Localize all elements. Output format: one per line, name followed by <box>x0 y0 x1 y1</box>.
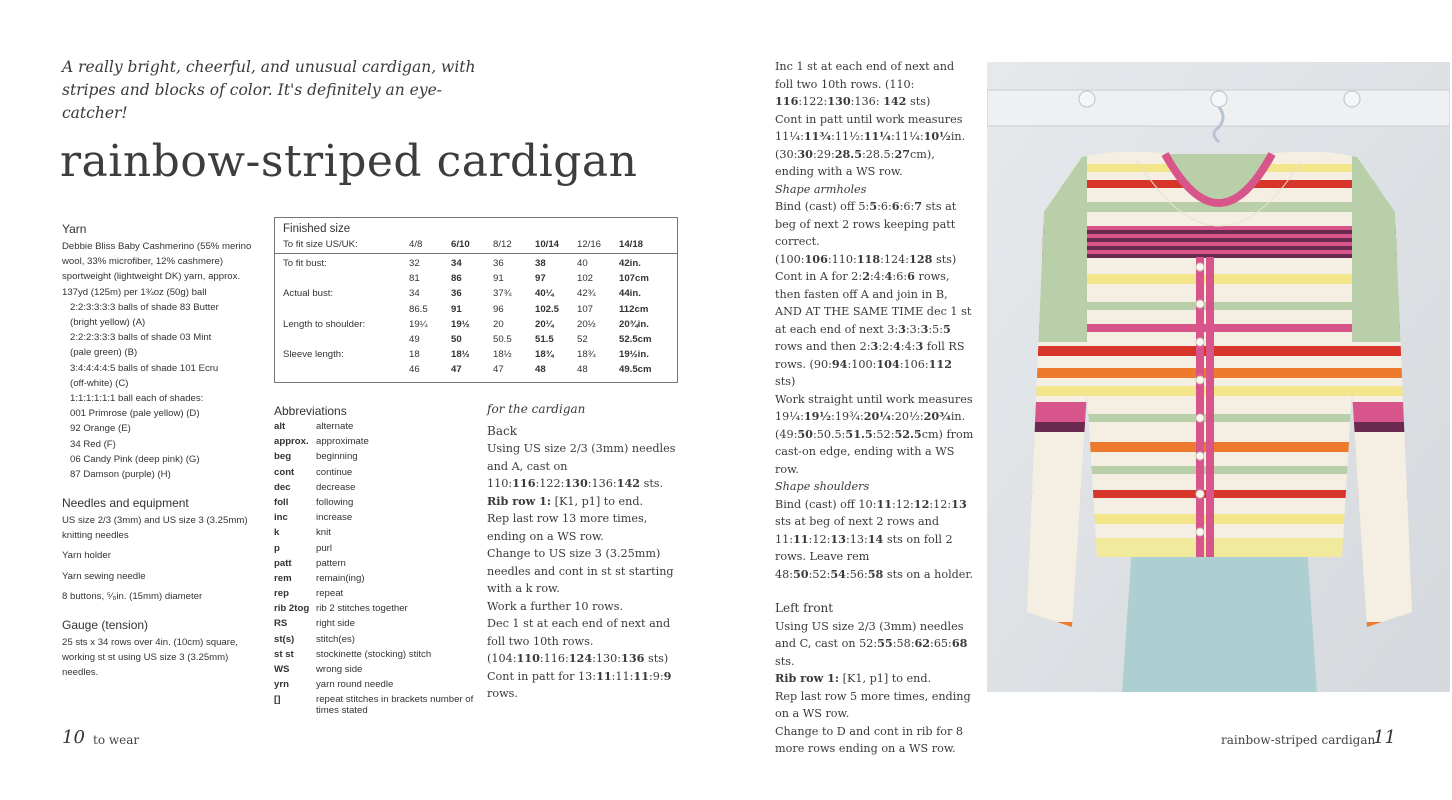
yarn-line: (pale green) (B) <box>70 347 138 359</box>
size-cell: 18¾ <box>577 349 596 361</box>
abbreviation-key: foll <box>274 496 289 508</box>
gauge-line: needles. <box>62 667 99 679</box>
yarn-line: 34 Red (F) <box>70 438 116 450</box>
abbreviation-key: cont <box>274 466 295 478</box>
size-cell: 49.5cm <box>619 364 652 376</box>
abbreviation-meaning: continue <box>316 466 353 478</box>
size-cell: 40 <box>577 258 588 269</box>
abbreviation-key: alt <box>274 421 286 432</box>
size-cell: 20½ <box>577 318 596 330</box>
size-cell: 38 <box>535 258 546 269</box>
size-cell: 42¾ <box>577 288 596 300</box>
pattern-heading: Back <box>487 423 517 438</box>
abbreviation-row <box>274 618 474 633</box>
size-cell: 44in. <box>619 288 641 300</box>
abbreviation-row <box>274 679 474 694</box>
size-cell: 20¼ <box>535 318 554 330</box>
size-cell: 102 <box>577 273 594 285</box>
pattern-paragraph: Change to US size 3 (3.25mm) needles and cont in st st starting with a k row. <box>487 547 674 595</box>
yarn-section <box>62 222 262 482</box>
abbreviation-key: patt <box>274 557 292 569</box>
abbreviation-row <box>274 603 474 618</box>
size-cell: 96 <box>493 303 504 315</box>
pattern-column-1 <box>487 401 687 703</box>
size-cell: 52 <box>577 334 588 345</box>
size-header: 8/12 <box>493 239 512 250</box>
abbreviation-meaning: remain(ing) <box>316 572 365 584</box>
yarn-line: 001 Primrose (pale yellow) (D) <box>70 408 200 420</box>
pattern-col2-body <box>775 58 975 758</box>
pattern-paragraph: Using US size 2/3 (3mm) needles and C, cast on 52:55:58:62:65:68 sts. <box>775 619 968 668</box>
abbreviation-key: rep <box>274 588 289 600</box>
abbreviation-meaning: repeat <box>316 588 344 600</box>
abbreviation-row <box>274 634 474 649</box>
needles-line: 8 buttons, ⁵⁄₈in. (15mm) diameter <box>62 590 203 602</box>
abbreviation-row <box>274 467 474 482</box>
size-cell: 47 <box>451 364 462 376</box>
abbreviation-row <box>274 664 474 679</box>
size-cell: 18½ <box>493 349 512 361</box>
pattern-paragraph: Rib row 1: [K1, p1] to end. <box>487 493 644 508</box>
abbreviation-meaning: right side <box>316 618 355 630</box>
size-cell: 18¾ <box>535 349 554 361</box>
right-page-number: 11 <box>1373 727 1396 748</box>
size-cell: 81 <box>409 273 420 285</box>
abbreviation-key: yrn <box>274 679 289 691</box>
abbreviation-meaning: yarn round needle <box>316 679 394 691</box>
size-cell: 34 <box>451 258 462 269</box>
pattern-paragraph: Bind (cast) off 10:11:12:12:12:13 sts at beg of next 2 rows and 11:11:12:13:13:14 sts on foll 2 rows. Leave rem 48:50:52:54:56:58 sts on a holder. <box>775 496 974 581</box>
pattern-paragraph: Cont in A for 2:2:4:4:6:6 rows, then fasten off A and join in B, AND AT THE SAME TIME dec 1 st at each end of next 3:3:3:3:5:5 rows and then 2:3:2:4:4:3 foll RS rows. (90:94:100:104:106:112 sts) <box>775 269 972 388</box>
abbreviation-row <box>274 421 474 436</box>
size-cell: 112cm <box>619 303 649 315</box>
abbreviations-section <box>274 404 474 725</box>
gauge-heading: Gauge (tension) <box>62 618 149 632</box>
abbreviation-meaning: rib 2 stitches together <box>316 603 408 615</box>
table-divider <box>275 253 677 254</box>
gauge-line: 25 sts x 34 rows over 4in. (10cm) square, <box>62 637 238 648</box>
pattern-paragraph: Using US size 2/3 (3mm) needles and A, cast on 110:116:122:130:136:142 sts. <box>487 442 676 490</box>
needles-line: Yarn holder <box>62 550 111 562</box>
size-cell: 50 <box>451 334 462 345</box>
abbreviation-meaning: stockinette (stocking) stitch <box>316 648 432 660</box>
size-cell: 19½in. <box>619 349 649 361</box>
size-cell: 40¼ <box>535 288 554 300</box>
size-cell: 50.5 <box>493 334 512 345</box>
size-row-label: To fit bust: <box>283 258 327 269</box>
size-cell: 86.5 <box>409 303 428 315</box>
intro-text: A really bright, cheerful, and unusual cardigan, with stripes and blocks of color. It's definitely an eye-catcher! <box>62 58 476 122</box>
size-row-label: Length to shoulder: <box>283 318 366 330</box>
abbreviation-key: inc <box>274 512 288 524</box>
abbreviation-meaning: beginning <box>316 451 358 463</box>
size-header: 4/8 <box>409 239 423 250</box>
abbreviation-row <box>274 436 474 451</box>
abbreviation-meaning: alternate <box>316 421 354 432</box>
yarn-line: (bright yellow) (A) <box>70 317 146 329</box>
abbreviation-row <box>274 497 474 512</box>
abbreviation-row <box>274 558 474 573</box>
yarn-line: 2:2:2:3:3:3 balls of shade 03 Mint <box>70 332 212 344</box>
size-cell: 32 <box>409 258 420 269</box>
abbreviation-row <box>274 512 474 527</box>
needles-section <box>62 496 262 604</box>
size-header: 12/16 <box>577 239 602 250</box>
page-title: rainbow-striped cardigan <box>60 136 638 187</box>
pattern-col1-body <box>487 423 687 703</box>
abbreviation-key: rib 2tog <box>274 603 310 615</box>
abbreviation-key: st(s) <box>274 633 295 645</box>
size-cell: 48 <box>535 364 546 376</box>
size-cell: 42in. <box>619 258 641 269</box>
size-cell: 86 <box>451 273 462 285</box>
pattern-paragraph: Change to D and cont in rib for 8 more rows ending on a WS row. <box>775 724 964 755</box>
size-cell: 107 <box>577 303 594 315</box>
abbreviations-heading: Abbreviations <box>274 404 347 418</box>
abbreviation-meaning: knit <box>316 527 331 539</box>
pattern-paragraph: Cont in patt for 13:11:11:11:9:9 rows. <box>487 668 672 700</box>
pattern-column-2 <box>775 58 975 758</box>
abbreviation-key: [] <box>274 694 281 706</box>
size-cell: 34 <box>409 288 420 300</box>
abbreviation-key: WS <box>274 664 290 675</box>
abbreviation-key: st st <box>274 648 294 660</box>
yarn-lines <box>62 239 262 482</box>
abbreviation-meaning: pattern <box>316 557 346 569</box>
gauge-lines <box>62 635 262 681</box>
size-cell: 20¾in. <box>619 318 649 330</box>
abbreviation-row <box>274 543 474 558</box>
abbreviation-key: approx. <box>274 436 309 448</box>
yarn-line: 92 Orange (E) <box>70 423 131 435</box>
yarn-line: wool, 33% microfiber, 12% cashmere) <box>62 256 224 268</box>
pattern-paragraph: Bind (cast) off 5:5:6:6:6:7 sts at beg of next 2 rows keeping patt correct. (100:106:110:118:124:128 sts) <box>775 199 957 266</box>
size-cell: 19¼ <box>409 318 428 330</box>
abbreviation-meaning: wrong side <box>316 664 363 675</box>
abbreviation-meaning: approximate <box>316 436 369 448</box>
pattern-gap <box>775 583 975 600</box>
pattern-subsection: Shape armholes <box>775 182 867 196</box>
right-footer-text: rainbow-striped cardigan <box>1221 733 1376 747</box>
size-cell: 36 <box>493 258 504 269</box>
abbreviation-meaning: stitch(es) <box>316 633 355 645</box>
needles-lines <box>62 513 262 604</box>
left-footer-text: to wear <box>93 733 140 747</box>
size-cell: 52.5cm <box>619 334 652 345</box>
abbreviation-meaning: following <box>316 496 354 508</box>
yarn-line: 3:4:4:4:4:5 balls of shade 101 Ecru <box>70 362 219 374</box>
pattern-paragraph: Cont in patt until work measures 11¼:11¾:11½:11¼:11¼:10½in. (30:30:29:28.5:28.5:27cm), ending with a WS row. <box>775 112 966 178</box>
abbreviations-list <box>274 421 474 725</box>
size-cell: 47 <box>493 364 504 376</box>
pattern-paragraph: Dec 1 st at each end of next and foll two 10th rows. (104:110:116:124:130:136 sts) <box>487 617 671 665</box>
yarn-line: 87 Damson (purple) (H) <box>70 469 171 481</box>
abbreviation-row <box>274 588 474 603</box>
size-cell: 20 <box>493 318 504 330</box>
abbreviation-meaning: repeat stitches in brackets number of times stated <box>316 694 474 717</box>
yarn-line: sportweight (lightweight DK) yarn, approx. <box>62 271 241 283</box>
size-cell: 51.5 <box>535 334 554 345</box>
needles-line: US size 2/3 (3mm) and US size 3 (3.25mm) <box>62 515 248 526</box>
size-cell: 18 <box>409 349 420 361</box>
needles-line: Yarn sewing needle <box>62 570 146 582</box>
size-cell: 49 <box>409 334 420 345</box>
size-header: 10/14 <box>535 239 560 250</box>
needles-heading: Needles and equipment <box>62 496 189 510</box>
pattern-subsection: Shape shoulders <box>775 480 870 493</box>
abbreviation-row <box>274 649 474 664</box>
size-cell: 102.5 <box>535 303 560 315</box>
cardigan-photo <box>987 62 1450 692</box>
abbreviation-key: dec <box>274 481 291 493</box>
yarn-line: 137yd (125m) per 1¾oz (50g) ball <box>62 286 207 298</box>
size-cell: 91 <box>451 303 462 315</box>
abbreviation-meaning: increase <box>316 512 353 524</box>
finished-size-heading: Finished size <box>283 223 351 235</box>
gauge-line: working st st using US size 3 (3.25mm) <box>62 652 229 664</box>
pattern-paragraph: Inc 1 st at each end of next and foll two 10th rows. (110: 116:122:130:136: 142 sts) <box>775 60 955 108</box>
size-header: 14/18 <box>619 239 644 250</box>
size-cell: 107cm <box>619 273 649 285</box>
abbreviation-row <box>274 527 474 542</box>
abbreviation-key: rem <box>274 572 292 584</box>
abbreviation-key: p <box>274 542 280 554</box>
yarn-line: Debbie Bliss Baby Cashmerino (55% merino <box>62 241 252 252</box>
cardigan-illustration <box>987 62 1450 692</box>
size-cell: 48 <box>577 364 588 376</box>
yarn-line: 1:1:1:1:1:1 ball each of shades: <box>70 393 204 405</box>
abbreviation-row <box>274 573 474 588</box>
left-page-number: 10 <box>62 727 85 748</box>
yarn-line: 2:2:3:3:3:3 balls of shade 83 Butter <box>70 301 219 313</box>
needles-line: knitting needles <box>62 530 129 542</box>
size-cell: 37¾ <box>493 288 512 300</box>
size-cell: 19½ <box>451 318 470 330</box>
fit-size-label: To fit size US/UK: <box>283 239 358 250</box>
abbreviation-meaning: purl <box>316 542 332 554</box>
size-cell: 91 <box>493 273 504 285</box>
abbreviation-meaning: decrease <box>316 481 356 493</box>
size-cell: 46 <box>409 364 420 376</box>
abbreviation-key: beg <box>274 451 292 463</box>
pattern-paragraph: Rep last row 13 more times, ending on a WS row. <box>487 512 648 543</box>
size-cell: 18½ <box>451 349 470 361</box>
yarn-line: (off-white) (C) <box>70 377 129 389</box>
gauge-section <box>62 618 262 681</box>
yarn-line: 06 Candy Pink (deep pink) (G) <box>70 453 200 465</box>
pattern-paragraph: Rep last row 5 more times, ending on a WS row. <box>775 689 971 720</box>
pattern-paragraph: Rib row 1: [K1, p1] to end. <box>775 671 932 685</box>
abbreviation-key: k <box>274 527 280 539</box>
pattern-paragraph: Work straight until work measures 19¼:19½:19¾:20¼:20½:20¾in. (49:50:50.5:51.5:52:52.5cm) from cast-on edge, ending with a WS row. <box>775 392 974 476</box>
abbreviation-row <box>274 451 474 466</box>
finished-size-table <box>274 217 678 383</box>
pattern-heading: Left front <box>775 601 834 615</box>
pattern-subheading: for the cardigan <box>487 402 586 416</box>
abbreviation-row <box>274 694 474 724</box>
abbreviation-row <box>274 482 474 497</box>
size-cell: 97 <box>535 273 546 285</box>
pattern-paragraph: Work a further 10 rows. <box>487 599 624 613</box>
yarn-heading: Yarn <box>62 222 87 236</box>
size-row-label: Actual bust: <box>283 288 334 300</box>
size-cell: 36 <box>451 288 462 300</box>
abbreviation-key: RS <box>274 618 288 630</box>
size-row-label: Sleeve length: <box>283 349 344 361</box>
size-header: 6/10 <box>451 239 470 250</box>
